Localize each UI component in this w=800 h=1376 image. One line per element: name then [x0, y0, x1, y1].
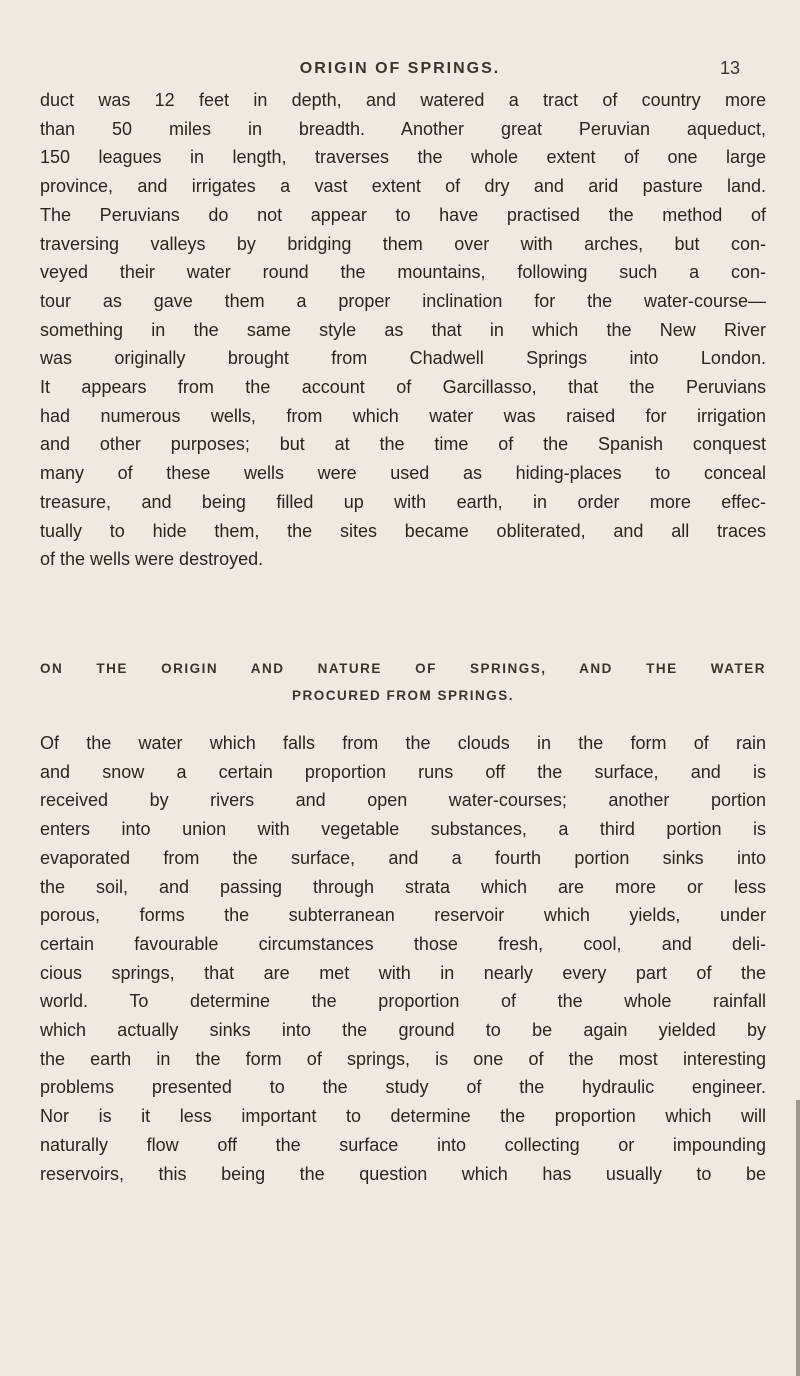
- page-number: 13: [719, 58, 740, 78]
- text-line: traversing valleys by bridging them over with arches, but con-: [40, 233, 766, 254]
- text-line: problems presented to the study of the hydraulic engineer.: [40, 1077, 766, 1098]
- text-line: province, and irrigates a vast extent of dry and arid pasture land.: [40, 176, 766, 197]
- text-line: naturally flow off the surface into collecting or impounding: [40, 1134, 766, 1155]
- text-line: had numerous wells, from which water was raised for irrigation: [40, 405, 766, 426]
- text-line: was originally brought from Chadwell Springs into London.: [40, 348, 766, 369]
- text-line: The Peruvians do not appear to have practised the method of: [40, 204, 766, 225]
- text-line: cious springs, that are met with in nearly every part of the: [40, 962, 766, 983]
- text-line: something in the same style as that in which the New River: [40, 319, 766, 340]
- text-line: received by rivers and open water-courses; another portion: [40, 790, 766, 811]
- section-heading: [40, 655, 766, 709]
- section-heading-line-1: ON THE ORIGIN AND NATURE OF SPRINGS, AND THE WATER: [40, 661, 766, 676]
- text-line: Nor is it less important to determine the proportion which will: [40, 1106, 766, 1127]
- text-line: enters into union with vegetable substances, a third portion is: [40, 819, 766, 840]
- text-line: of the wells were destroyed.: [40, 549, 264, 570]
- text-line: tually to hide them, the sites became obliterated, and all traces: [40, 520, 766, 541]
- text-line: the earth in the form of springs, is one of the most interesting: [40, 1048, 766, 1069]
- text-line: reservoirs, this being the question which has usually to be: [40, 1163, 766, 1184]
- section-heading-line-2: PROCURED FROM SPRINGS.: [291, 688, 514, 703]
- text-line: than 50 miles in breadth. Another great Peruvian aqueduct,: [40, 118, 766, 139]
- paragraph-aqueducts: [40, 86, 766, 574]
- text-line: treasure, and being filled up with earth, in order more effec-: [40, 491, 766, 512]
- text-line: certain favourable circumstances those fresh, cool, and deli-: [40, 933, 766, 954]
- text-line: Of the water which falls from the clouds in the form of rain: [40, 733, 766, 753]
- paragraph-springs: [40, 729, 766, 1188]
- running-title: ORIGIN OF SPRINGS.: [299, 60, 501, 77]
- page-edge-shadow: [796, 1100, 800, 1376]
- text-line: veyed their water round the mountains, following such a con-: [40, 262, 766, 283]
- text-line: porous, forms the subterranean reservoir which yields, under: [40, 905, 766, 926]
- text-line: 150 leagues in length, traverses the whole extent of one large: [40, 147, 766, 168]
- text-line: duct was 12 feet in depth, and watered a tract of country more: [40, 90, 766, 110]
- text-line: evaporated from the surface, and a fourth portion sinks into: [40, 847, 766, 868]
- text-line: tour as gave them a proper inclination for the water-course—: [40, 290, 766, 311]
- text-line: the soil, and passing through strata which are more or less: [40, 876, 766, 897]
- text-line: and other purposes; but at the time of the Spanish conquest: [40, 434, 766, 455]
- text-line: world. To determine the proportion of the whole rainfall: [40, 991, 766, 1012]
- text-line: and snow a certain proportion runs off the surface, and is: [40, 761, 766, 782]
- text-line: It appears from the account of Garcillasso, that the Peruvians: [40, 377, 766, 398]
- text-line: which actually sinks into the ground to be again yielded by: [40, 1020, 766, 1041]
- text-line: many of these wells were used as hiding-places to conceal: [40, 463, 766, 484]
